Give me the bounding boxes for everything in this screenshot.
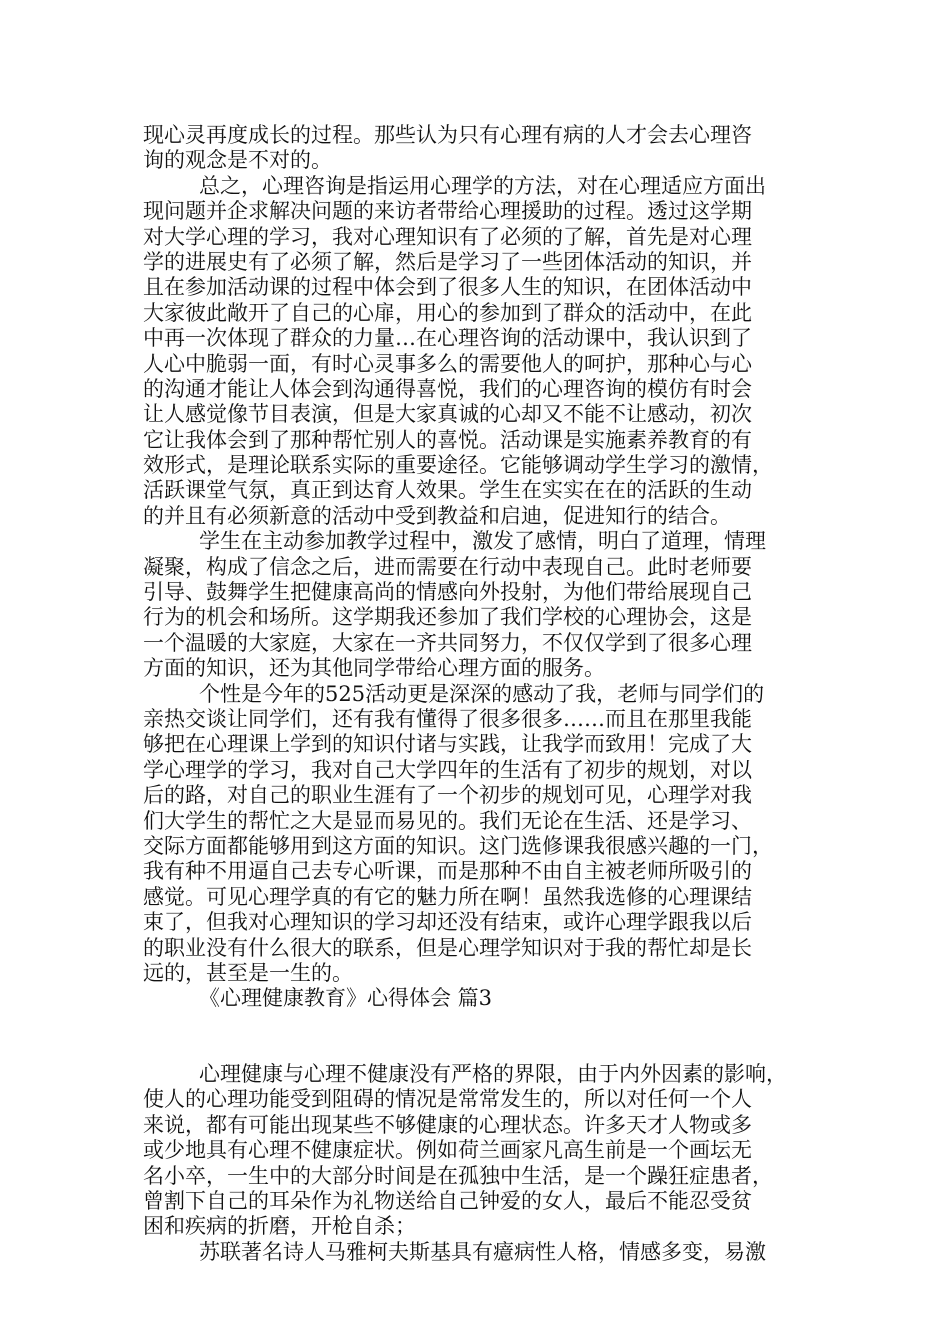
text-line: 感觉。可见心理学真的有它的魅力所在啊！虽然我选修的心理课结 — [143, 884, 752, 909]
text-line: 总之，心理咨询是指运用心理学的方法，对在心理适应方面出 — [199, 173, 766, 198]
text-line: 方面的知识，还为其他同学带给心理方面的服务。 — [143, 656, 605, 681]
text-line: 大家彼此敞开了自己的心扉，用心的参加到了群众的活动中，在此 — [143, 300, 752, 325]
text-line: 够把在心理课上学到的知识付诸与实践，让我学而致用！完成了大 — [143, 732, 752, 757]
text-line: 让人感觉像节目表演，但是大家真诚的心却又不能不让感动，初次 — [143, 402, 752, 427]
text-line: 曾割下自己的耳朵作为礼物送给自己钟爱的女人，最后不能忍受贫 — [143, 1189, 752, 1214]
document-body — [143, 123, 823, 1265]
paragraph-525-activity — [143, 682, 823, 987]
paragraph-mental-health — [143, 1062, 823, 1240]
text-line: 中再一次体现了群众的力量…在心理咨询的活动课中，我认识到了 — [143, 326, 752, 351]
text-line: 且在参加活动课的过程中体会到了很多人生的知识，在团体活动中 — [143, 275, 752, 300]
paragraph-summary — [143, 174, 823, 529]
text-line: 引导、鼓舞学生把健康高尚的情感向外投射，为他们带给展现自己 — [143, 580, 752, 605]
text-line: 名小卒，一生中的大部分时间是在孤独中生活，是一个躁狂症患者， — [143, 1163, 773, 1188]
paragraph-students — [143, 529, 823, 681]
text-line: 心理健康与心理不健康没有严格的界限，由于内外因素的影响， — [199, 1062, 787, 1087]
text-line: 对大学心理的学习，我对心理知识有了必须的了解，首先是对心理 — [143, 224, 752, 249]
section-heading — [143, 986, 823, 1011]
text-line: 人心中脆弱一面，有时心灵事多么的需要他人的呵护，那种心与心 — [143, 351, 752, 376]
text-line: 们大学生的帮忙之大是显而易见的。我们无论在生活、还是学习、 — [143, 808, 752, 833]
text-line: 的沟通才能让人体会到沟通得喜悦，我们的心理咨询的模仿有时会 — [143, 376, 752, 401]
text-line: 学生在主动参加教学过程中，激发了感情，明白了道理，情理 — [199, 529, 766, 554]
text-line: 我有种不用逼自己去专心听课，而是那种不由自主被老师所吸引的 — [143, 859, 752, 884]
text-line: 亲热交谈让同学们，还有我有懂得了很多很多……而且在那里我能 — [143, 706, 752, 731]
text-line: 现心灵再度成长的过程。那些认为只有心理有病的人才会去心理咨 — [143, 123, 752, 147]
text-line: 凝聚，构成了信念之后，进而需要在行动中表现自己。此时老师要 — [143, 554, 752, 579]
text-line: 学心理学的学习，我对自己大学四年的生活有了初步的规划，对以 — [143, 757, 752, 782]
paragraph-continuation — [143, 123, 823, 174]
text-line: 询的观念是不对的。 — [143, 148, 332, 173]
text-line: 现问题并企求解决问题的来访者带给心理援助的过程。透过这学期 — [143, 199, 752, 224]
text-line: 它让我体会到了那种帮忙别人的喜悦。活动课是实施素养教育的有 — [143, 427, 752, 452]
text-line: 交际方面都能够用到这方面的知识。这门选修课我很感兴趣的一门， — [143, 833, 773, 858]
text-line: 困和疾病的折磨，开枪自杀； — [143, 1214, 416, 1239]
text-line: 使人的心理功能受到阻碍的情况是常常发生的，所以对任何一个人 — [143, 1087, 752, 1112]
text-line: 苏联著名诗人马雅柯夫斯基具有癔病性人格，情感多变，易激 — [199, 1239, 766, 1264]
text-line: 个性是今年的525活动更是深深的感动了我，老师与同学们的 — [199, 681, 765, 706]
text-line: 的并且有必须新意的活动中受到教益和启迪，促进知行的结合。 — [143, 503, 731, 528]
text-line: 后的路，对自己的职业生涯有了一个初步的规划可见，心理学对我 — [143, 783, 752, 808]
text-line: 行为的机会和场所。这学期我还参加了我们学校的心理协会，这是 — [143, 605, 752, 630]
text-line: 效形式，是理论联系实际的重要途径。它能够调动学生学习的激情， — [143, 453, 773, 478]
paragraph-poet — [143, 1240, 823, 1265]
text-line: 束了，但我对心理知识的学习却还没有结束，或许心理学跟我以后 — [143, 910, 752, 935]
text-line: 的职业没有什么很大的联系，但是心理学知识对于我的帮忙却是长 — [143, 935, 752, 960]
section-title: 《心理健康教育》心得体会 篇3 — [199, 986, 493, 1011]
text-line: 一个温暖的大家庭，大家在一齐共同努力，不仅仅学到了很多心理 — [143, 630, 752, 655]
text-line: 活跃课堂气氛，真正到达育人效果。学生在实实在在的活跃的生动 — [143, 478, 752, 503]
text-line: 远的，甚至是一生的。 — [143, 960, 353, 985]
blank-line — [143, 1012, 823, 1037]
text-line: 或少地具有心理不健康症状。例如荷兰画家凡高生前是一个画坛无 — [143, 1138, 752, 1163]
text-line: 来说，都有可能出现某些不够健康的心理状态。许多天才人物或多 — [143, 1112, 752, 1137]
text-line: 学的进展史有了必须了解，然后是学习了一些团体活动的知识，并 — [143, 249, 752, 274]
